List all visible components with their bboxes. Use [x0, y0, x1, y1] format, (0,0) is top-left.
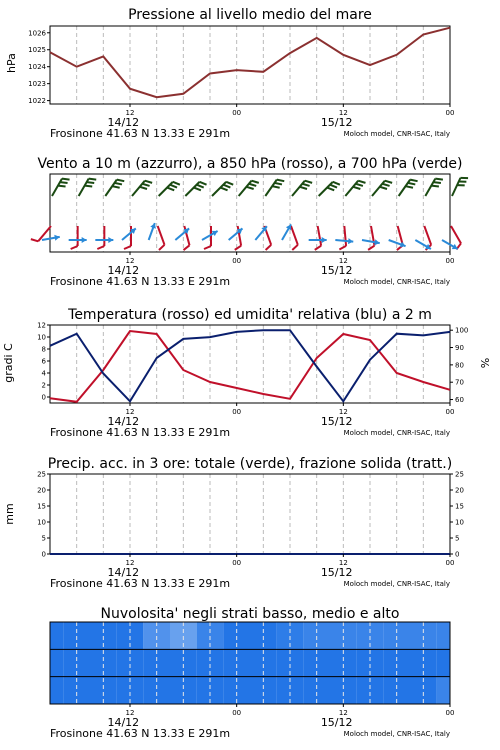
humidity-ylabel: % — [479, 357, 492, 369]
model-credit: Moloch model, CNR-ISAC, Italy — [343, 130, 450, 138]
x-tick-label: 12 — [338, 408, 348, 416]
day-label: 15/12 — [320, 116, 353, 129]
cloud-cell — [50, 649, 63, 676]
cloud-cell — [437, 677, 450, 704]
x-tick-label: 12 — [125, 559, 135, 567]
x-tick-label: 00 — [232, 709, 242, 717]
x-tick-label: 00 — [445, 109, 455, 117]
precipitation-ylabel: mm — [3, 503, 16, 525]
wind-barb — [337, 226, 346, 250]
wind-arrow — [120, 226, 138, 242]
day-label: 14/12 — [107, 716, 140, 729]
wind-arrow — [146, 222, 158, 241]
y-tick-label-right: 5 — [455, 534, 460, 543]
y-tick-label-right: 10 — [455, 518, 464, 527]
location-label: Frosinone 41.63 N 13.33 E 291m — [50, 127, 231, 140]
pressure-ylabel: hPa — [5, 53, 18, 73]
model-credit: Moloch model, CNR-ISAC, Italy — [343, 278, 450, 286]
y-tick-label: 1022 — [28, 97, 46, 106]
wind-barb — [79, 176, 97, 199]
wind-barb — [265, 177, 284, 200]
wind-barb — [284, 226, 298, 250]
y-tick-label-right: 15 — [455, 502, 464, 511]
x-tick-label: 00 — [445, 709, 455, 717]
y-tick-label: 0 — [41, 550, 46, 559]
wind-barb — [185, 180, 206, 201]
day-label: 15/12 — [320, 566, 353, 579]
model-credit: Moloch model, CNR-ISAC, Italy — [343, 730, 450, 738]
x-tick-label: 12 — [338, 559, 348, 567]
y-tick-label-right: 0 — [455, 550, 460, 559]
cloud-cell — [437, 649, 450, 676]
wind-barb — [52, 176, 70, 199]
y-tick-label: 2 — [41, 381, 46, 390]
y-tick-label: 10 — [37, 518, 46, 527]
precipitation-plot-frame — [50, 474, 450, 554]
day-label: 14/12 — [107, 116, 140, 129]
precipitation-panel — [3, 456, 464, 590]
temperature-humidity-panel — [2, 307, 492, 439]
day-label: 15/12 — [320, 415, 353, 428]
x-tick-label: 00 — [445, 408, 455, 416]
cloud-cell — [50, 677, 63, 704]
wind-arrow — [335, 237, 353, 245]
x-tick-label: 12 — [338, 109, 348, 117]
y-tick-label: 10 — [37, 333, 46, 342]
wind-barb — [132, 178, 152, 200]
location-label: Frosinone 41.63 N 13.33 E 291m — [50, 577, 231, 590]
y-tick-label: 20 — [37, 486, 46, 495]
wind-barb — [31, 222, 51, 244]
wind-barb — [105, 177, 124, 200]
y-tick-label-right: 100 — [455, 326, 469, 335]
x-tick-label: 12 — [125, 257, 135, 265]
pressure-panel — [5, 7, 454, 140]
x-tick-label: 12 — [125, 408, 135, 416]
day-label: 14/12 — [107, 566, 140, 579]
wind-barb — [319, 180, 340, 201]
model-credit: Moloch model, CNR-ISAC, Italy — [343, 429, 450, 437]
wind-barb — [452, 175, 468, 199]
temperature-humidity-title: Temperatura (rosso) ed umidita' relativa (blu) a 2 m — [68, 307, 432, 323]
wind-arrow — [361, 237, 380, 246]
cloud-cell — [50, 622, 63, 649]
x-tick-label: 12 — [125, 709, 135, 717]
y-tick-label: 1026 — [28, 29, 46, 38]
cloud-panel — [50, 606, 454, 740]
x-tick-label: 00 — [232, 408, 242, 416]
wind-arrow — [279, 223, 293, 242]
wind-barb — [292, 178, 312, 200]
x-tick-label: 00 — [232, 559, 242, 567]
location-label: Frosinone 41.63 N 13.33 E 291m — [50, 275, 231, 288]
y-tick-label: 25 — [37, 470, 46, 479]
precipitation-title: Precip. acc. in 3 ore: totale (verde), frazione solida (tratt.) — [47, 456, 453, 472]
x-tick-label: 12 — [338, 257, 348, 265]
y-tick-label-right: 25 — [455, 470, 464, 479]
wind-barb — [212, 180, 233, 201]
y-tick-label: 5 — [41, 534, 46, 543]
y-tick-label-right: 60 — [455, 396, 464, 405]
day-label: 14/12 — [107, 415, 140, 428]
day-label: 15/12 — [320, 264, 353, 277]
day-label: 14/12 — [107, 264, 140, 277]
x-tick-label: 00 — [445, 257, 455, 265]
model-credit: Moloch model, CNR-ISAC, Italy — [343, 580, 450, 588]
x-tick-label: 00 — [232, 109, 242, 117]
x-tick-label: 00 — [232, 257, 242, 265]
location-label: Frosinone 41.63 N 13.33 E 291m — [50, 727, 231, 740]
wind-arrow — [227, 226, 245, 242]
y-tick-label: 12 — [37, 321, 46, 330]
y-tick-label-right: 20 — [455, 486, 464, 495]
x-tick-label: 12 — [338, 709, 348, 717]
cloud-cell — [437, 622, 450, 649]
pressure-line — [50, 28, 450, 98]
day-label: 15/12 — [320, 716, 353, 729]
y-tick-label: 4 — [41, 369, 46, 378]
y-tick-label: 6 — [41, 357, 46, 366]
y-tick-label: 15 — [37, 502, 46, 511]
y-tick-label: 8 — [41, 345, 46, 354]
wind-arrow — [309, 237, 327, 243]
y-tick-label: 1023 — [28, 80, 46, 89]
x-tick-label: 12 — [125, 109, 135, 117]
y-tick-label: 1025 — [28, 46, 46, 55]
wind-barb — [399, 177, 418, 200]
x-tick-label: 00 — [445, 559, 455, 567]
cloud-title: Nuvolosita' negli strati basso, medio e alto — [100, 606, 400, 622]
y-tick-label: 1024 — [28, 63, 46, 72]
wind-barb — [239, 178, 259, 200]
location-label: Frosinone 41.63 N 13.33 E 291m — [50, 426, 231, 439]
y-tick-label-right: 70 — [455, 378, 464, 387]
wind-title: Vento a 10 m (azzurro), a 850 hPa (rosso), a 700 hPa (verde) — [37, 156, 463, 172]
y-tick-label-right: 80 — [455, 361, 464, 370]
wind-barb — [372, 178, 392, 200]
wind-panel — [31, 156, 468, 288]
wind-barb — [425, 176, 443, 199]
wind-barb — [345, 178, 365, 200]
pressure-title: Pressione al livello medio del mare — [128, 7, 372, 23]
wind-barb — [159, 180, 180, 201]
y-tick-label-right: 90 — [455, 344, 464, 353]
temperature-ylabel: gradi C — [2, 343, 15, 383]
y-tick-label: 0 — [41, 393, 46, 402]
